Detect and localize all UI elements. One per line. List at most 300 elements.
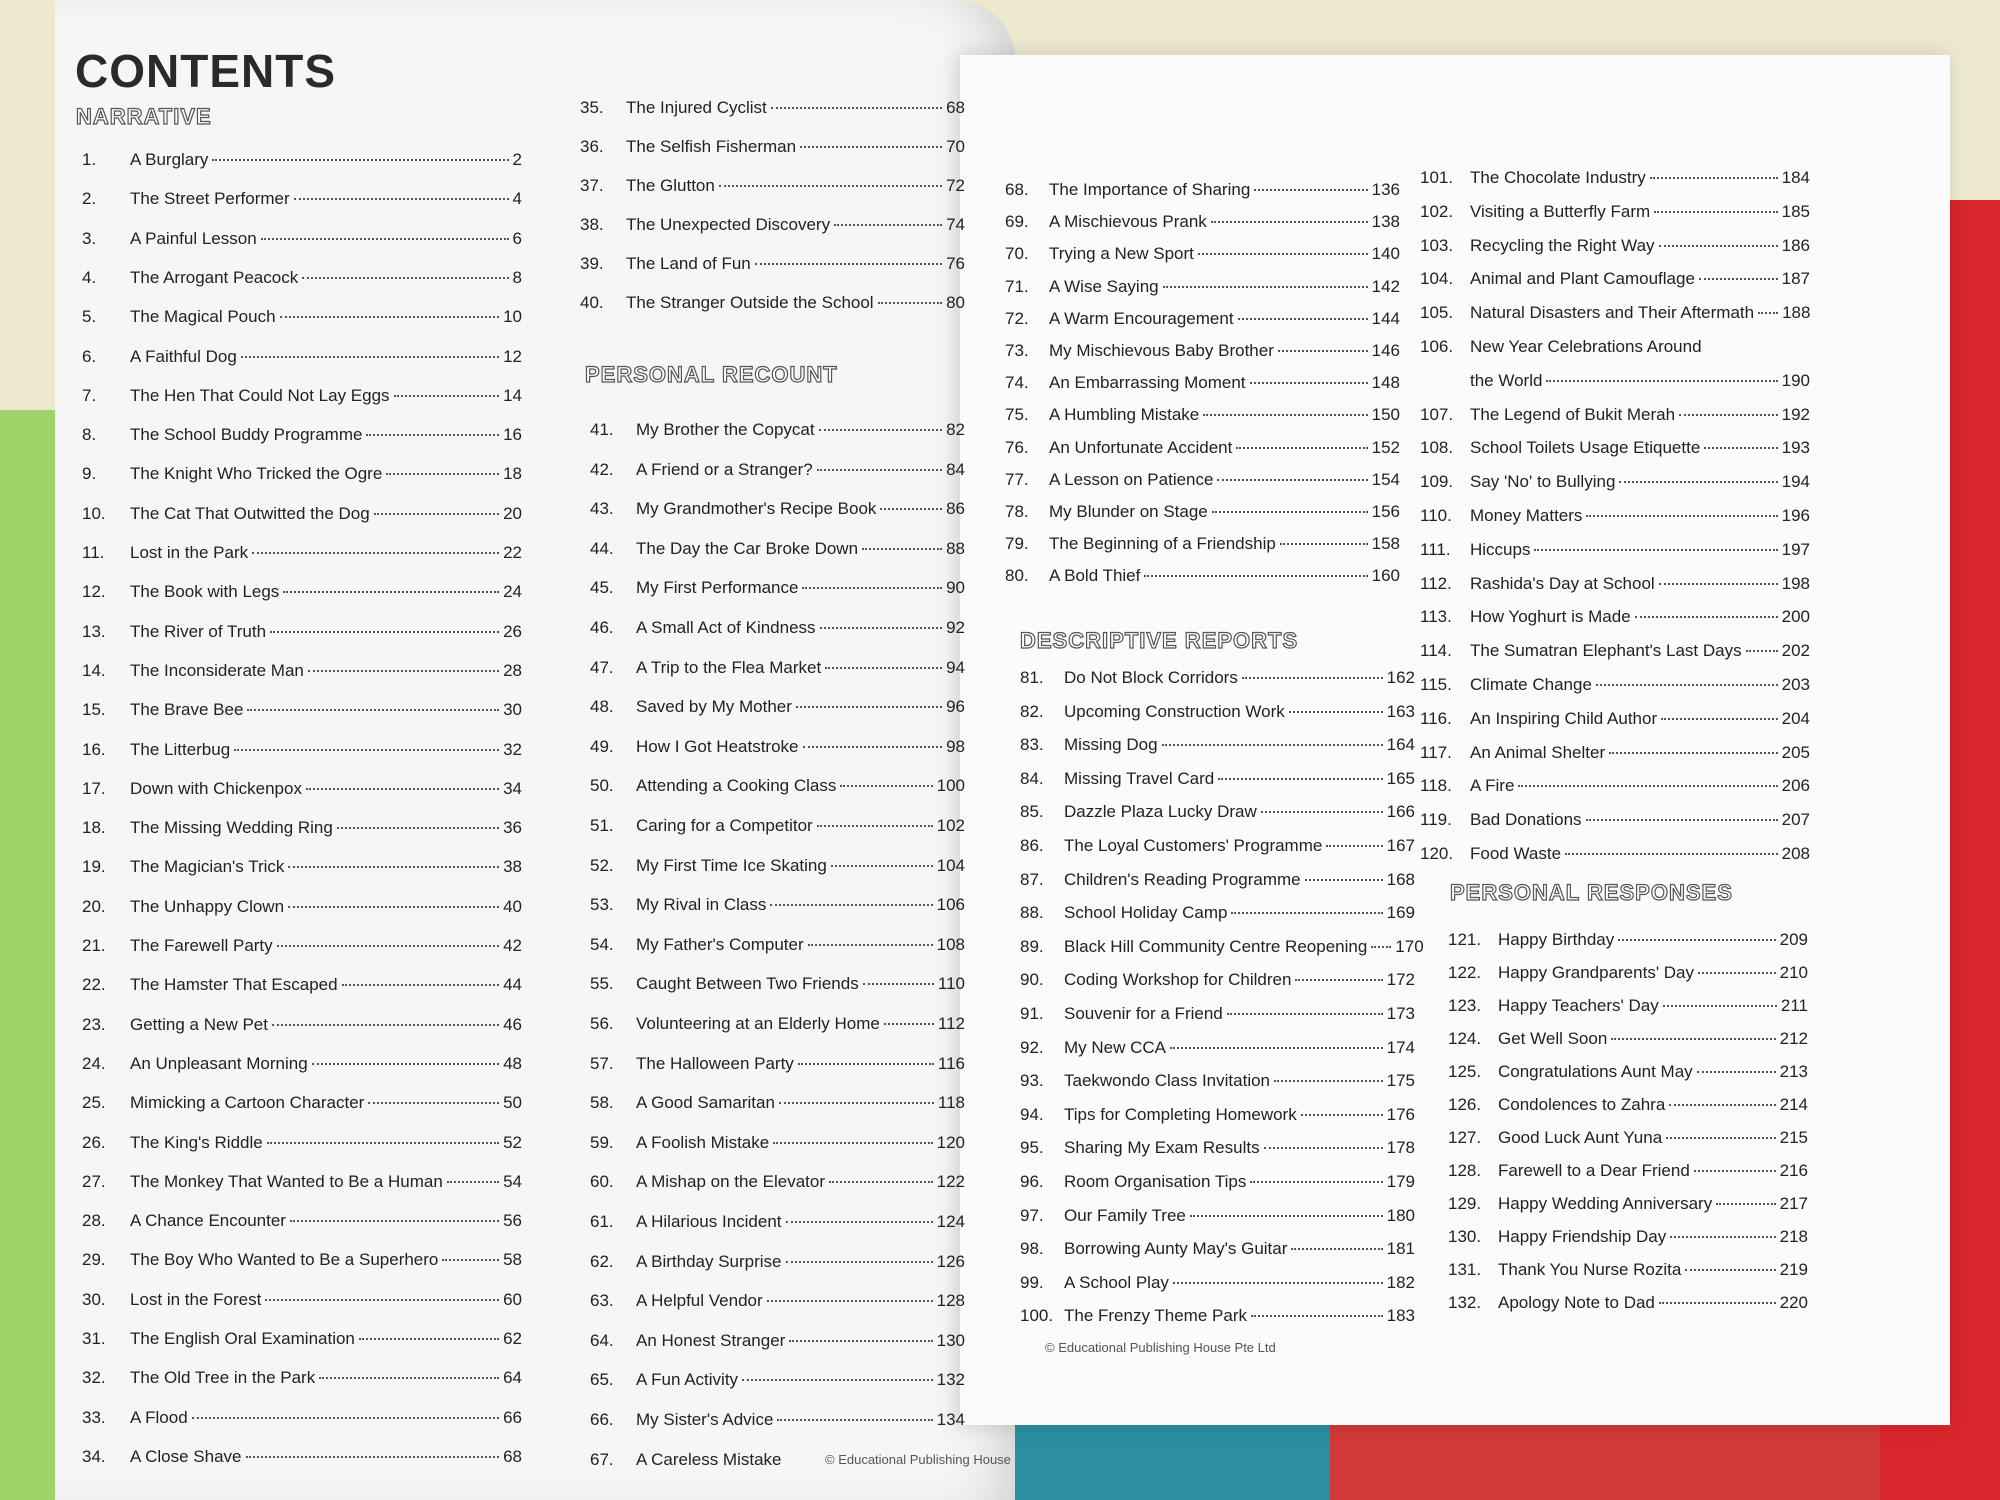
toc-entry-title: Our Family Tree (1064, 1205, 1186, 1225)
toc-entry-title: An Unpleasant Morning (130, 1053, 308, 1073)
toc-entry-title: The English Oral Examination (130, 1329, 355, 1348)
toc-entry-page: 96 (946, 697, 965, 717)
toc-entry-number: 99. (1020, 1272, 1044, 1292)
toc-entry-page: 154 (1371, 469, 1400, 489)
toc-entry-page: 220 (1779, 1293, 1808, 1312)
toc-entry-number: 53. (590, 895, 614, 915)
toc-entry-leader (798, 1063, 934, 1065)
toc-entry-page: 144 (1371, 308, 1400, 328)
toc-entry (1420, 202, 1810, 222)
toc-entry (1420, 574, 1810, 594)
toc-entry (1448, 1095, 1808, 1115)
toc-entry-leader (800, 146, 942, 148)
toc-entry (1020, 836, 1415, 856)
toc-entry-leader (1250, 382, 1368, 384)
toc-entry-page: 198 (1781, 573, 1810, 593)
toc-entry-number: 92. (1020, 1037, 1044, 1057)
toc-entry-page: 212 (1779, 1029, 1808, 1048)
toc-entry-number: 118. (1420, 776, 1452, 796)
toc-entry (590, 1093, 965, 1113)
toc-entry-leader (1650, 177, 1778, 179)
toc-entry-title: My Rival in Class (636, 895, 767, 915)
toc-entry (1020, 1004, 1415, 1024)
toc-entry-leader (1274, 1080, 1383, 1082)
toc-entry-number: 75. (1005, 405, 1029, 425)
toc-entry-leader (862, 548, 942, 550)
toc-entry-page: 170 (1395, 936, 1424, 956)
toc-entry-leader (1301, 1114, 1383, 1116)
toc-entry (1420, 269, 1810, 289)
toc-entry (1420, 506, 1810, 526)
toc-entry-number: 80. (1005, 566, 1029, 586)
toc-entry-page: 166 (1386, 802, 1415, 822)
toc-entry-page: 206 (1781, 776, 1810, 796)
toc-entry-title: Farewell to a Dear Friend (1498, 1161, 1690, 1180)
toc-entry-page: 134 (936, 1410, 965, 1429)
toc-entry-leader (1212, 511, 1368, 513)
toc-entry-leader (288, 906, 499, 908)
toc-entry-title: An Honest Stranger (636, 1330, 786, 1350)
toc-entry-leader (1254, 189, 1367, 191)
toc-entry-title: The Knight Who Tricked the Ogre (130, 464, 383, 484)
toc-entry-title: Souvenir for a Friend (1064, 1004, 1223, 1023)
toc-entry-leader (819, 429, 943, 431)
toc-entry-leader (773, 1142, 932, 1144)
toc-entry-title: Caring for a Competitor (636, 816, 813, 835)
toc-entry-title: Happy Birthday (1498, 930, 1615, 949)
toc-entry-title: Missing Travel Card (1064, 768, 1215, 788)
toc-entry-number: 78. (1005, 502, 1029, 521)
toc-entry-page: 193 (1781, 438, 1810, 458)
toc-entry-title: The Old Tree in the Park (130, 1368, 316, 1388)
toc-entry-title: New Year Celebrations Around (1470, 337, 1702, 356)
toc-entry-leader (272, 1024, 499, 1026)
toc-entry-page: 197 (1781, 539, 1810, 559)
toc-entry-title: A Foolish Mistake (636, 1132, 770, 1152)
toc-entry-page: 110 (937, 974, 965, 994)
toc-entry (590, 1252, 965, 1272)
toc-entry-title: The Magical Pouch (130, 307, 276, 327)
toc-entry (82, 229, 522, 249)
toc-entry-number: 86. (1020, 836, 1044, 855)
toc-entry-number: 126. (1448, 1095, 1482, 1114)
toc-entry-title: An Animal Shelter (1470, 742, 1606, 762)
toc-entry-page: 207 (1781, 810, 1810, 830)
toc-entry-page: 168 (1386, 869, 1415, 889)
toc-entry-number: 98. (1020, 1239, 1044, 1259)
toc-entry-page: 104 (936, 855, 965, 875)
toc-entry-number: 65. (590, 1370, 614, 1390)
toc-entry-title: Borrowing Aunty May's Guitar (1064, 1239, 1288, 1259)
toc-entry-title: Mimicking a Cartoon Character (130, 1093, 365, 1113)
toc-entry-number: 34. (82, 1446, 106, 1466)
toc-entry-title: My First Time Ice Skating (636, 855, 827, 875)
toc-entry-number: 4. (82, 267, 97, 287)
toc-entry (1448, 996, 1808, 1016)
toc-entry-number: 120. (1420, 844, 1454, 863)
toc-entry-number: 14. (82, 660, 106, 680)
toc-entry-page: 163 (1386, 701, 1415, 721)
toc-entry-page: 62 (503, 1329, 522, 1348)
toc-entry (82, 543, 522, 563)
toc-entry-title: Volunteering at an Elderly Home (636, 1014, 880, 1033)
toc-entry-title: Money Matters (1470, 506, 1583, 525)
toc-entry-title: The Day the Car Broke Down (636, 538, 859, 558)
toc-entry-leader (1534, 549, 1777, 551)
toc-entry-title: My Sister's Advice (636, 1410, 774, 1429)
toc-entry-title: Black Hill Community Centre Reopening (1064, 936, 1368, 956)
toc-entry-leader (1635, 616, 1778, 618)
toc-entry-leader (1670, 1236, 1775, 1238)
toc-entry (1020, 1306, 1415, 1326)
toc-entry (1020, 870, 1415, 890)
toc-entry-page: 214 (1779, 1095, 1808, 1114)
toc-entry (82, 425, 522, 445)
toc-entry-page: 128 (936, 1291, 965, 1311)
toc-entry (82, 1015, 522, 1035)
toc-entry-number: 72. (1005, 308, 1029, 328)
toc-entry-leader (1586, 819, 1778, 821)
toc-entry (590, 1014, 965, 1034)
toc-entry-number: 82. (1020, 701, 1044, 721)
toc-entry (1005, 470, 1400, 490)
toc-entry-title: A Close Shave (130, 1446, 242, 1466)
toc-entry-title: Room Organisation Tips (1064, 1172, 1247, 1191)
toc-entry-title: The Hamster That Escaped (130, 975, 338, 995)
toc-entry-leader (1659, 1302, 1776, 1304)
toc-entry (82, 1408, 522, 1428)
toc-entry (82, 740, 522, 760)
toc-entry-page: 185 (1781, 201, 1810, 221)
toc-entry-page: 80 (946, 293, 965, 312)
toc-entry-title: Happy Teachers' Day (1498, 996, 1659, 1015)
toc-entry-leader (1218, 778, 1382, 780)
toc-entry-page: 102 (936, 816, 965, 835)
toc-entry-leader (267, 1142, 499, 1144)
toc-entry-title: The Monkey That Wanted to Be a Human (130, 1171, 443, 1191)
toc-entry-title: How Yoghurt is Made (1470, 607, 1631, 627)
toc-entry-page: 112 (937, 1014, 965, 1033)
toc-entry-page: 172 (1386, 970, 1415, 990)
toc-entry-number: 123. (1448, 996, 1482, 1015)
toc-entry-leader (394, 395, 500, 397)
toc-entry-title: The Legend of Bukit Merah (1470, 404, 1676, 424)
toc-entry-title: Children's Reading Programme (1064, 869, 1301, 889)
toc-entry (82, 189, 522, 209)
toc-entry-page: 167 (1386, 836, 1415, 855)
toc-entry (1420, 844, 1810, 864)
toc-entry-number: 83. (1020, 735, 1044, 755)
toc-entry-number: 42. (590, 459, 614, 479)
toc-entry-page: 169 (1386, 903, 1415, 923)
toc-entry-title: The Sumatran Elephant's Last Days (1470, 641, 1742, 661)
toc-entry-number: 102. (1420, 201, 1454, 221)
toc-entry-title: Getting a New Pet (130, 1014, 268, 1034)
toc-entry (1020, 1206, 1415, 1226)
toc-entry-title: How I Got Heatstroke (636, 736, 799, 756)
toc-entry-number: 104. (1420, 269, 1454, 289)
toc-entry-page: 130 (936, 1330, 965, 1350)
toc-entry-title: Climate Change (1470, 675, 1592, 694)
toc-entry (1020, 970, 1415, 990)
toc-entry-page: 50 (503, 1093, 522, 1113)
toc-entry (580, 254, 965, 274)
toc-entry-leader (1144, 575, 1367, 577)
toc-entry-number: 22. (82, 975, 106, 995)
toc-entry-page: 152 (1371, 437, 1400, 457)
toc-entry-title: The Arrogant Peacock (130, 267, 299, 287)
toc-entry-leader (880, 508, 942, 510)
toc-entry (82, 307, 522, 327)
toc-entry-leader (1231, 912, 1382, 914)
toc-entry-leader (294, 198, 509, 200)
toc-entry-number: 60. (590, 1172, 614, 1192)
toc-entry-leader (252, 552, 499, 554)
toc-entry-leader (802, 587, 942, 589)
toc-entry (1420, 607, 1810, 627)
toc-entry-page: 10 (503, 307, 522, 327)
toc-entry-title: My Father's Computer (636, 934, 804, 954)
toc-entry-leader (212, 159, 508, 161)
toc-entry-leader (1619, 481, 1777, 483)
toc-entry (590, 1410, 965, 1430)
toc-entry (82, 1368, 522, 1388)
toc-entry-leader (283, 591, 499, 593)
section-heading-personal-recount: PERSONAL RECOUNT (585, 362, 838, 387)
toc-entry (82, 1211, 522, 1231)
toc-entry-leader (825, 667, 942, 669)
toc-entry-number: 112. (1420, 573, 1452, 593)
toc-entry (82, 661, 522, 681)
toc-entry-leader (280, 316, 500, 318)
toc-entry-title: The Cat That Outwitted the Dog (130, 503, 370, 523)
toc-entry-number: 10. (82, 503, 106, 523)
toc-entry-number: 19. (82, 857, 106, 877)
toc-entry-leader (1758, 312, 1778, 314)
toc-entry-number: 96. (1020, 1172, 1044, 1191)
toc-entry-leader (366, 434, 499, 436)
toc-entry-title: The Injured Cyclist (626, 98, 767, 117)
toc-entry-title: The Beginning of a Friendship (1049, 534, 1276, 554)
toc-entry-page: 68 (503, 1446, 522, 1466)
toc-entry-page: 100 (936, 776, 965, 796)
toc-entry-number: 63. (590, 1291, 614, 1311)
toc-entry-leader (1697, 1071, 1776, 1073)
toc-entry (1005, 534, 1400, 554)
toc-entry-leader (1295, 979, 1382, 981)
toc-entry-title: Attending a Cooking Class (636, 776, 837, 796)
toc-entry (590, 460, 965, 480)
toc-entry-leader (1289, 711, 1383, 713)
toc-entry-page: 187 (1781, 269, 1810, 289)
toc-entry (590, 1370, 965, 1390)
toc-entry-title: Condolences to Zahra (1498, 1095, 1666, 1114)
toc-entry-title: Coding Workshop for Children (1064, 970, 1292, 990)
toc-entry-page: 12 (503, 346, 522, 366)
toc-entry (1020, 1273, 1415, 1293)
toc-entry (590, 1133, 965, 1153)
toc-entry-leader (312, 1063, 499, 1065)
toc-entry-number: 88. (1020, 903, 1044, 923)
toc-entry-number: 124. (1448, 1029, 1482, 1048)
toc-entry-title: the World (1470, 370, 1543, 390)
toc-entry (1420, 472, 1810, 492)
toc-entry-leader (1173, 1282, 1383, 1284)
toc-entry-page: 180 (1386, 1205, 1415, 1225)
toc-entry-number: 130. (1448, 1227, 1482, 1246)
toc-entry-number: 131. (1448, 1260, 1482, 1279)
toc-entry-page: 175 (1386, 1071, 1415, 1091)
toc-entry-title: Lost in the Forest (130, 1289, 262, 1309)
toc-entry (590, 578, 965, 598)
toc-entry-number: 39. (580, 254, 604, 273)
toc-entry (1420, 776, 1810, 796)
toc-entry (580, 137, 965, 157)
toc-entry (1005, 277, 1400, 297)
toc-entry-page: 42 (503, 936, 522, 955)
toc-entry-title: A Fun Activity (636, 1370, 739, 1390)
toc-entry (1020, 769, 1415, 789)
toc-entry (590, 737, 965, 757)
toc-entry (1005, 244, 1400, 264)
toc-entry-number: 43. (590, 499, 614, 519)
toc-entry (1020, 1239, 1415, 1259)
toc-entry-page: 32 (503, 739, 522, 759)
toc-entry (82, 1447, 522, 1467)
toc-entry-title: The Chocolate Industry (1470, 168, 1646, 187)
toc-entry (1020, 1071, 1415, 1091)
section-heading-narrative: NARRATIVE (76, 104, 212, 129)
toc-entry-number: 74. (1005, 373, 1029, 393)
toc-entry-number: 108. (1420, 438, 1454, 458)
toc-entry-number: 44. (590, 538, 614, 558)
toc-entry-title: A Small Act of Kindness (636, 618, 816, 637)
toc-entry-leader (789, 1340, 932, 1342)
toc-entry-number: 48. (590, 697, 614, 717)
toc-entry (590, 1212, 965, 1232)
toc-entry-leader (831, 865, 933, 867)
toc-entry-title: Food Waste (1470, 844, 1562, 863)
toc-entry-number: 71. (1005, 276, 1029, 296)
toc-entry-page: 84 (946, 459, 965, 479)
toc-entry (82, 504, 522, 524)
toc-entry-number: 21. (82, 936, 106, 955)
toc-entry (590, 935, 965, 955)
toc-entry-leader (241, 356, 499, 358)
toc-entry-page: 28 (503, 660, 522, 680)
toc-entry-leader (1654, 211, 1777, 213)
toc-entry-page: 216 (1779, 1161, 1808, 1180)
toc-entry-page: 90 (946, 578, 965, 598)
toc-entry (590, 1172, 965, 1192)
toc-entry-number: 106. (1420, 337, 1454, 356)
toc-entry (590, 499, 965, 519)
toc-entry-leader (796, 706, 942, 708)
toc-entry-number: 2. (82, 189, 97, 209)
publisher-note-right: © Educational Publishing House Pte Ltd (1045, 1340, 1276, 1355)
toc-entry (1420, 540, 1810, 560)
toc-entry-page: 36 (503, 818, 522, 838)
toc-entry (1448, 1260, 1808, 1280)
toc-entry-title: An Inspiring Child Author (1470, 708, 1658, 728)
toc-entry-leader (1659, 583, 1778, 585)
toc-entry (1420, 810, 1810, 830)
page-title: CONTENTS (75, 45, 336, 97)
toc-entry (1420, 675, 1810, 695)
toc-entry (1448, 963, 1808, 983)
toc-entry-leader (840, 785, 932, 787)
toc-entry (1448, 930, 1808, 950)
toc-entry (1005, 180, 1400, 200)
toc-entry-leader (247, 709, 499, 711)
toc-entry-page: 160 (1371, 566, 1400, 586)
toc-entry-title: The Street Performer (130, 189, 290, 209)
toc-entry-number: 47. (590, 657, 614, 677)
toc-entry-leader (878, 302, 942, 304)
toc-entry-title: The Book with Legs (130, 582, 280, 602)
toc-entry-leader (1716, 1203, 1775, 1205)
toc-entry-title: A Mishap on the Elevator (636, 1172, 826, 1192)
toc-entry-page: 209 (1779, 930, 1808, 949)
toc-entry-title: The Litterbug (130, 739, 231, 759)
toc-entry-page: 16 (503, 425, 522, 445)
toc-entry (82, 150, 522, 170)
toc-entry (1420, 236, 1810, 256)
toc-entry-number: 13. (82, 621, 106, 641)
toc-entry-number: 23. (82, 1014, 106, 1034)
toc-entry-page: 108 (936, 934, 965, 954)
toc-entry-page: 74 (946, 215, 965, 234)
toc-entry-leader (374, 513, 499, 515)
toc-entry-leader (1659, 245, 1778, 247)
toc-entry-leader (1699, 278, 1778, 280)
toc-entry (1020, 1138, 1415, 1158)
toc-entry-title: A Faithful Dog (130, 346, 237, 366)
toc-entry-title: Sharing My Exam Results (1064, 1138, 1260, 1158)
toc-entry-leader (1661, 718, 1778, 720)
toc-entry-page: 164 (1386, 735, 1415, 755)
toc-entry-title: A Trip to the Flea Market (636, 657, 822, 677)
toc-entry-title: The Unhappy Clown (130, 896, 285, 916)
toc-entry-title: The Unexpected Discovery (626, 215, 831, 234)
toc-entry-leader (442, 1259, 499, 1261)
toc-entry-number: 100. (1020, 1306, 1054, 1326)
toc-entry-title: My First Performance (636, 578, 799, 598)
toc-entry-page: 158 (1371, 534, 1400, 554)
toc-entry-leader (1694, 1170, 1776, 1172)
toc-entry-leader (1565, 853, 1778, 855)
toc-entry-title: My Blunder on Stage (1049, 502, 1208, 521)
toc-entry-leader (234, 749, 499, 751)
toc-entry-title: Happy Friendship Day (1498, 1227, 1667, 1246)
toc-entry (82, 1133, 522, 1153)
toc-entry-number: 31. (82, 1329, 106, 1348)
toc-entry-number: 11. (82, 543, 105, 562)
section-heading-personal-responses: PERSONAL RESPONSES (1450, 880, 1733, 905)
toc-entry-page: 46 (503, 1014, 522, 1034)
toc-entry-page: 165 (1386, 768, 1415, 788)
toc-entry-number: 50. (590, 776, 614, 796)
toc-entry-leader (1611, 1038, 1775, 1040)
toc-entry-title: Say 'No' to Bullying (1470, 472, 1616, 492)
toc-entry (590, 856, 965, 876)
toc-entry-leader (1371, 946, 1391, 948)
toc-entry-page: 150 (1371, 405, 1400, 425)
toc-entry-leader (777, 1419, 932, 1421)
toc-entry-number: 129. (1448, 1194, 1482, 1213)
toc-entry-page: 162 (1386, 668, 1415, 687)
toc-entry-title: A Wise Saying (1049, 276, 1159, 296)
